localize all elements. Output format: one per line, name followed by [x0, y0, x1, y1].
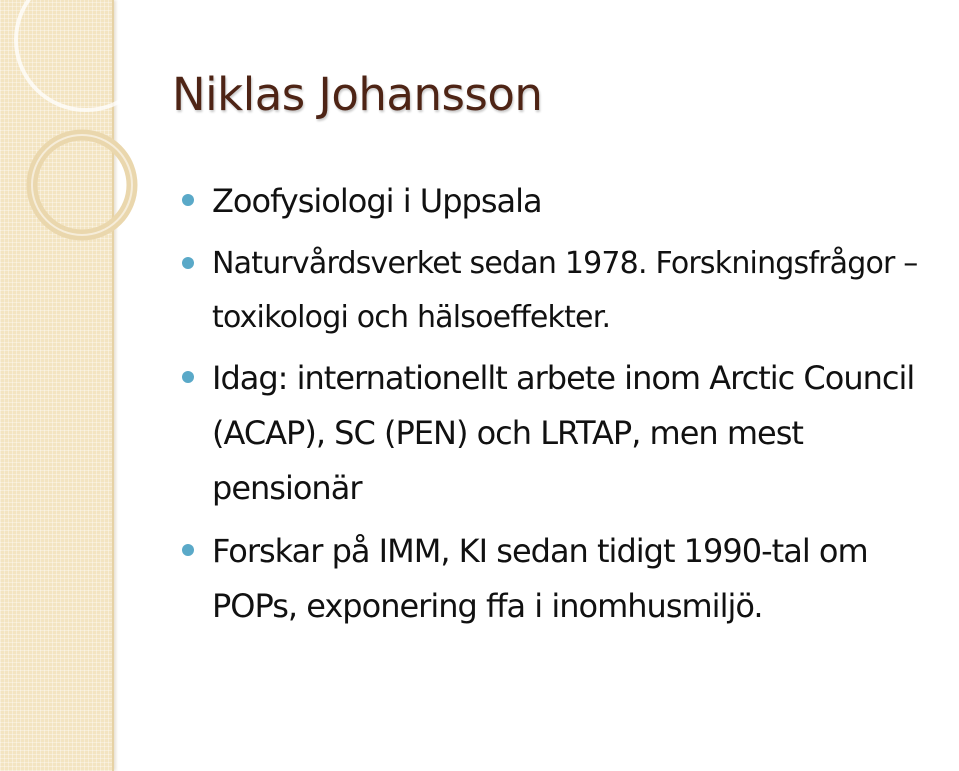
bullet-dot-icon	[182, 194, 194, 206]
bullet-dot-icon	[182, 371, 194, 383]
bullet-list	[212, 174, 952, 642]
bullet-dot-icon	[182, 544, 194, 556]
slide-title: Niklas Johansson	[172, 68, 543, 121]
bullet-item	[212, 237, 952, 345]
bullet-text: Idag: internationellt arbete inom Arctic Council (ACAP), SC (PEN) och LRTAP, men mest pensionär	[212, 359, 915, 507]
bullet-text: Forskar på IMM, KI sedan tidigt 1990-tal om POPs, exponering ffa i inomhusmiljö.	[212, 532, 868, 625]
bullet-dot-icon	[182, 257, 194, 269]
bullet-text: Zoofysiologi i Uppsala	[212, 182, 542, 220]
bullet-item	[212, 351, 952, 516]
bullet-text: Naturvårdsverket sedan 1978. Forskningsfrågor – toxikologi och hälsoeffekter.	[212, 246, 918, 335]
decorative-ring-large	[16, 0, 156, 110]
decorative-rings	[0, 0, 160, 260]
decorative-ring-small-highlight	[32, 135, 132, 235]
bullet-item	[212, 524, 952, 634]
bullet-item	[212, 174, 952, 229]
